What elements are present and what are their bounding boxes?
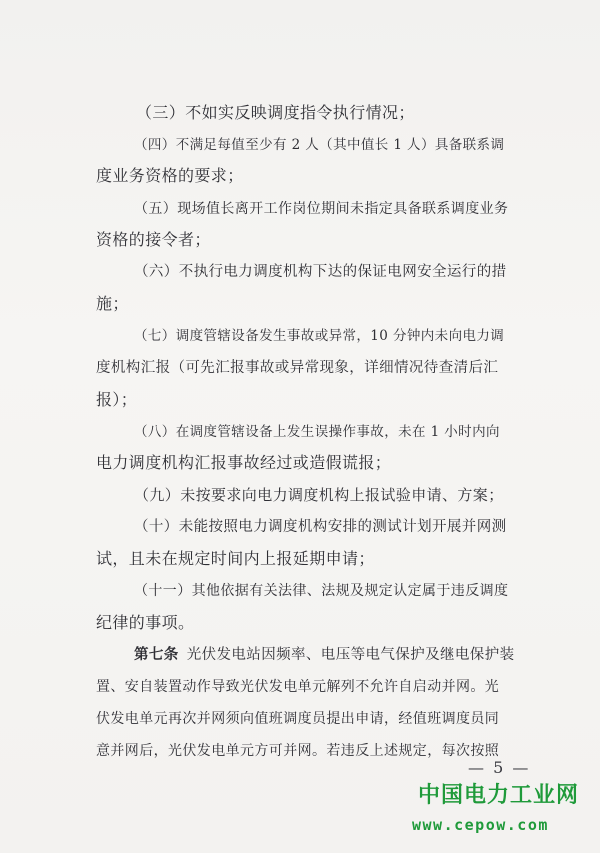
text-line: （八）在调度管辖设备上发生误操作事故，未在 1 小时内向 [134, 424, 500, 440]
text-line: 度机构汇报（可先汇报事故或异常现象，详细情况待查清后汇 [96, 360, 499, 376]
text-line: 资格的接令者； [96, 230, 211, 249]
article-label: 第七条 [134, 646, 179, 663]
text-line: 意并网后，光伏发电单元方可并网。若违反上述规定，每次按照 [96, 743, 500, 759]
text-line: 伏发电单元再次并网须向值班调度员提出申请，经值班调度员同 [96, 711, 500, 727]
text-line: 置、安自装置动作导致光伏发电单元解列不允许自启动并网。光 [96, 679, 500, 695]
text-line: （四）不满足每值至少有 2 人（其中值长 1 人）具备联系调 [134, 137, 505, 153]
text-line: （十）未能按照电力调度机构安排的测试计划开展并网测 [134, 519, 507, 535]
text-line: 施； [96, 294, 129, 313]
text-line: 报）； [96, 390, 138, 409]
watermark-title: 中国电力工业网 [418, 783, 580, 808]
text-line: （五）现场值长离开工作岗位期间未指定具备联系调度业务 [134, 201, 509, 217]
text-line: 电力调度机构汇报事故经过或造假谎报； [96, 453, 392, 472]
text-line: （十一）其他依据有关法律、法规及规定认定属于违反调度 [134, 583, 509, 599]
article-heading-line: 第七条 光伏发电站因频率、电压等电气保护及继电保护装 [134, 646, 515, 663]
text-line: （六）不执行电力调度机构下达的保证电网安全运行的措 [134, 264, 507, 280]
watermark-url: www.cepow.com [412, 816, 549, 834]
text-line: （九）未按要求向电力调度机构上报试验申请、方案； [134, 486, 504, 504]
text-line: （七）调度管辖设备发生事故或异常，10 分钟内未向电力调 [134, 328, 505, 344]
text-line: 试，且未在规定时间内上报延期申请； [96, 549, 375, 568]
text-line: 纪律的事项。 [96, 613, 195, 632]
text-line: 度业务资格的要求； [96, 166, 244, 185]
text-line: （三）不如实反映调度指令执行情况； [136, 103, 415, 122]
page-number: — 5 — [468, 758, 531, 777]
